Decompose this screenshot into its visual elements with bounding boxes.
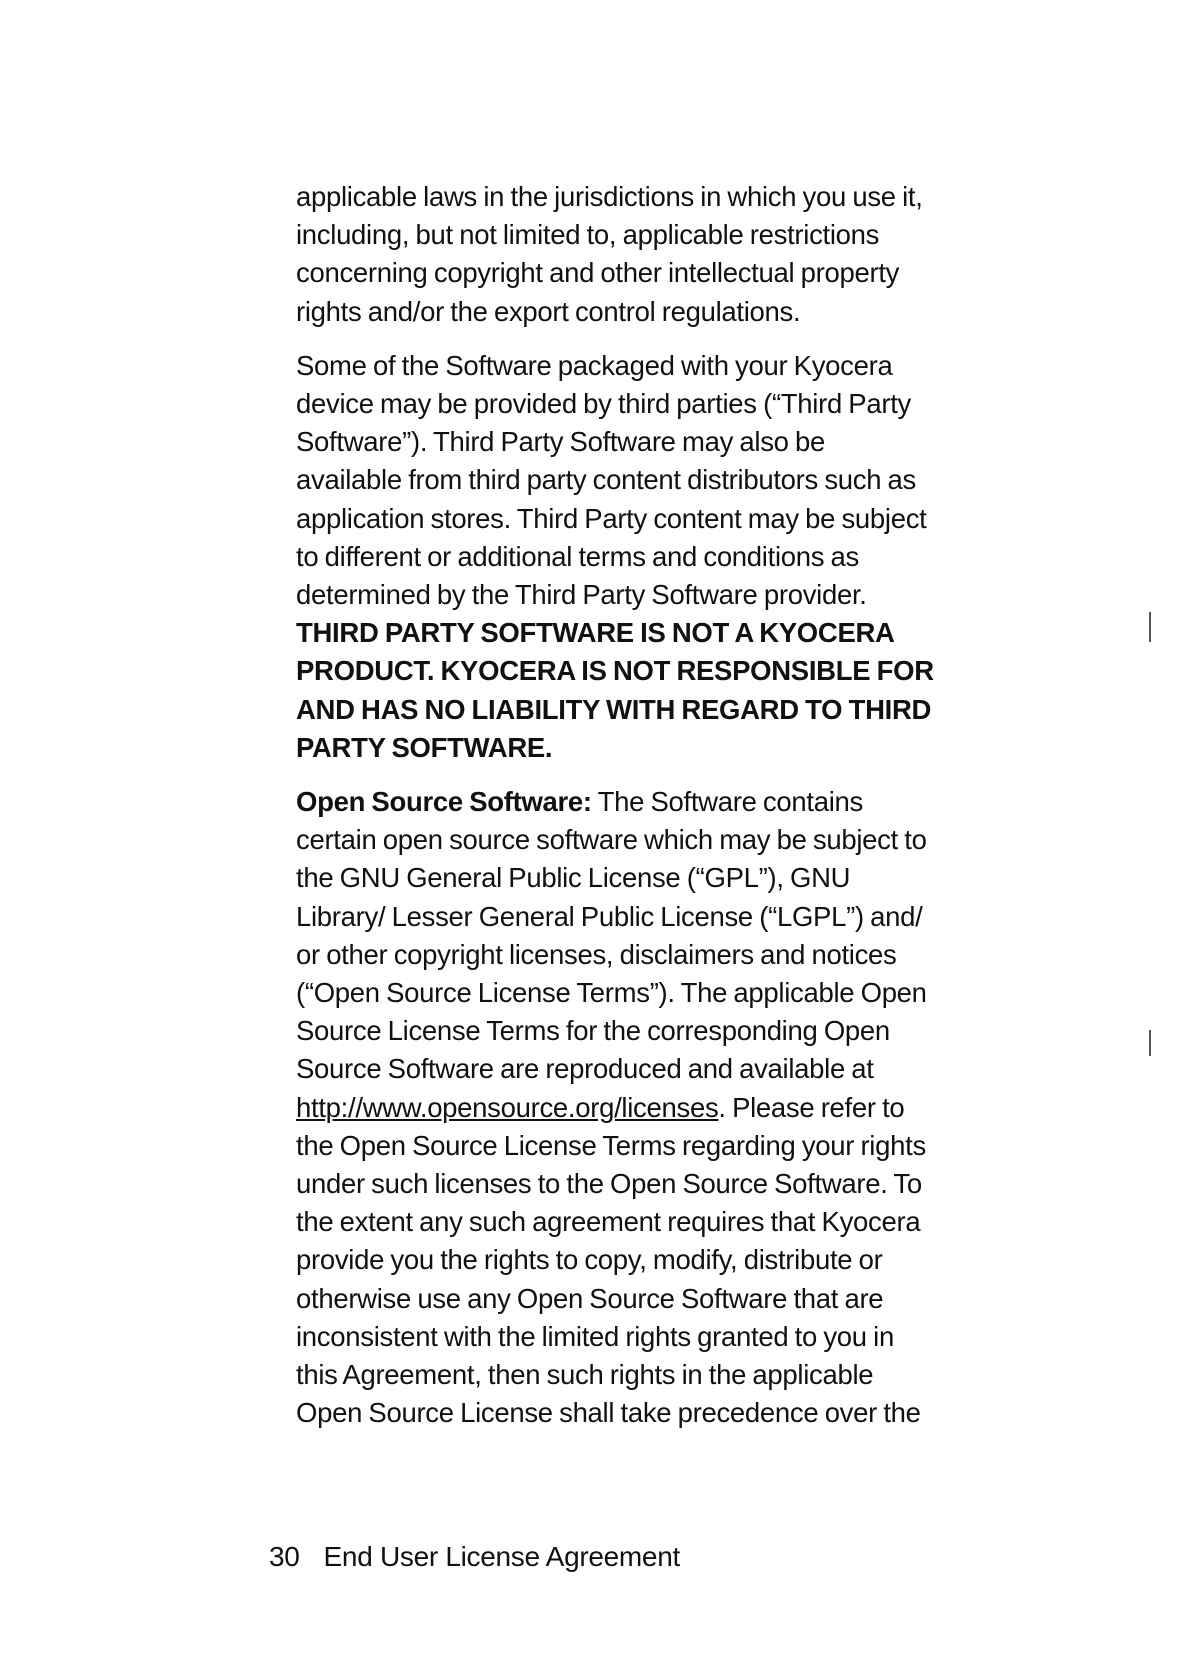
paragraph-applicable-laws: applicable laws in the jurisdictions in which you use it, including, but not limited to, applicable restrictions concerning copyright and other intellectual property rights and/or the export control regulations. — [296, 181, 923, 327]
third-party-text: Some of the Software packaged with your Kyocera device may be provided by third parties (“Third Party Software”). Third Party Software may also be available from third party content distributors such as application stores. Third Party content may be subject to different or additional terms and conditions as determined by the Third Party Software provider. — [296, 349, 927, 611]
scan-edge-mark — [1149, 612, 1151, 642]
page-footer — [269, 1538, 680, 1576]
open-source-licenses-link[interactable]: http://www.opensource.org/licenses — [296, 1091, 719, 1123]
scan-edge-mark — [1149, 1030, 1151, 1056]
open-source-text-a: The Software contains certain open source software which may be subject to the GNU General Public License (“GPL”), GNU Library/ Lesser General Public License (“LGPL”) and/ or other copyright licenses, disclaimers and notices (“Open Source License Terms”). The applicable Open Source License Terms for the corresponding Open Source Software are reproduced and available at — [296, 786, 927, 1085]
footer-title: End User License Agreement — [323, 1541, 680, 1572]
paragraph-third-party-software — [296, 347, 934, 767]
paragraph-open-source-software — [296, 783, 934, 1432]
page-number: 30 — [269, 1541, 300, 1572]
open-source-heading: Open Source Software: — [296, 786, 592, 818]
body-text — [296, 178, 934, 1449]
third-party-disclaimer: THIRD PARTY SOFTWARE IS NOT A KYOCERA PRODUCT. KYOCERA IS NOT RESPONSIBLE FOR AND HAS NO LIABILITY WITH REGARD TO THIRD PARTY SOFTWARE. — [296, 617, 934, 763]
open-source-text-b: . Please refer to the Open Source License Terms regarding your rights under such licenses to the Open Source Software. To the extent any such agreement requires that Kyocera provide you the rights to copy, modify, distribute or otherwise use any Open Source Software that are inconsistent with the limited rights granted to you in this Agreement, then such rights in the applicable Open Source License shall take precedence over the — [296, 1091, 926, 1429]
